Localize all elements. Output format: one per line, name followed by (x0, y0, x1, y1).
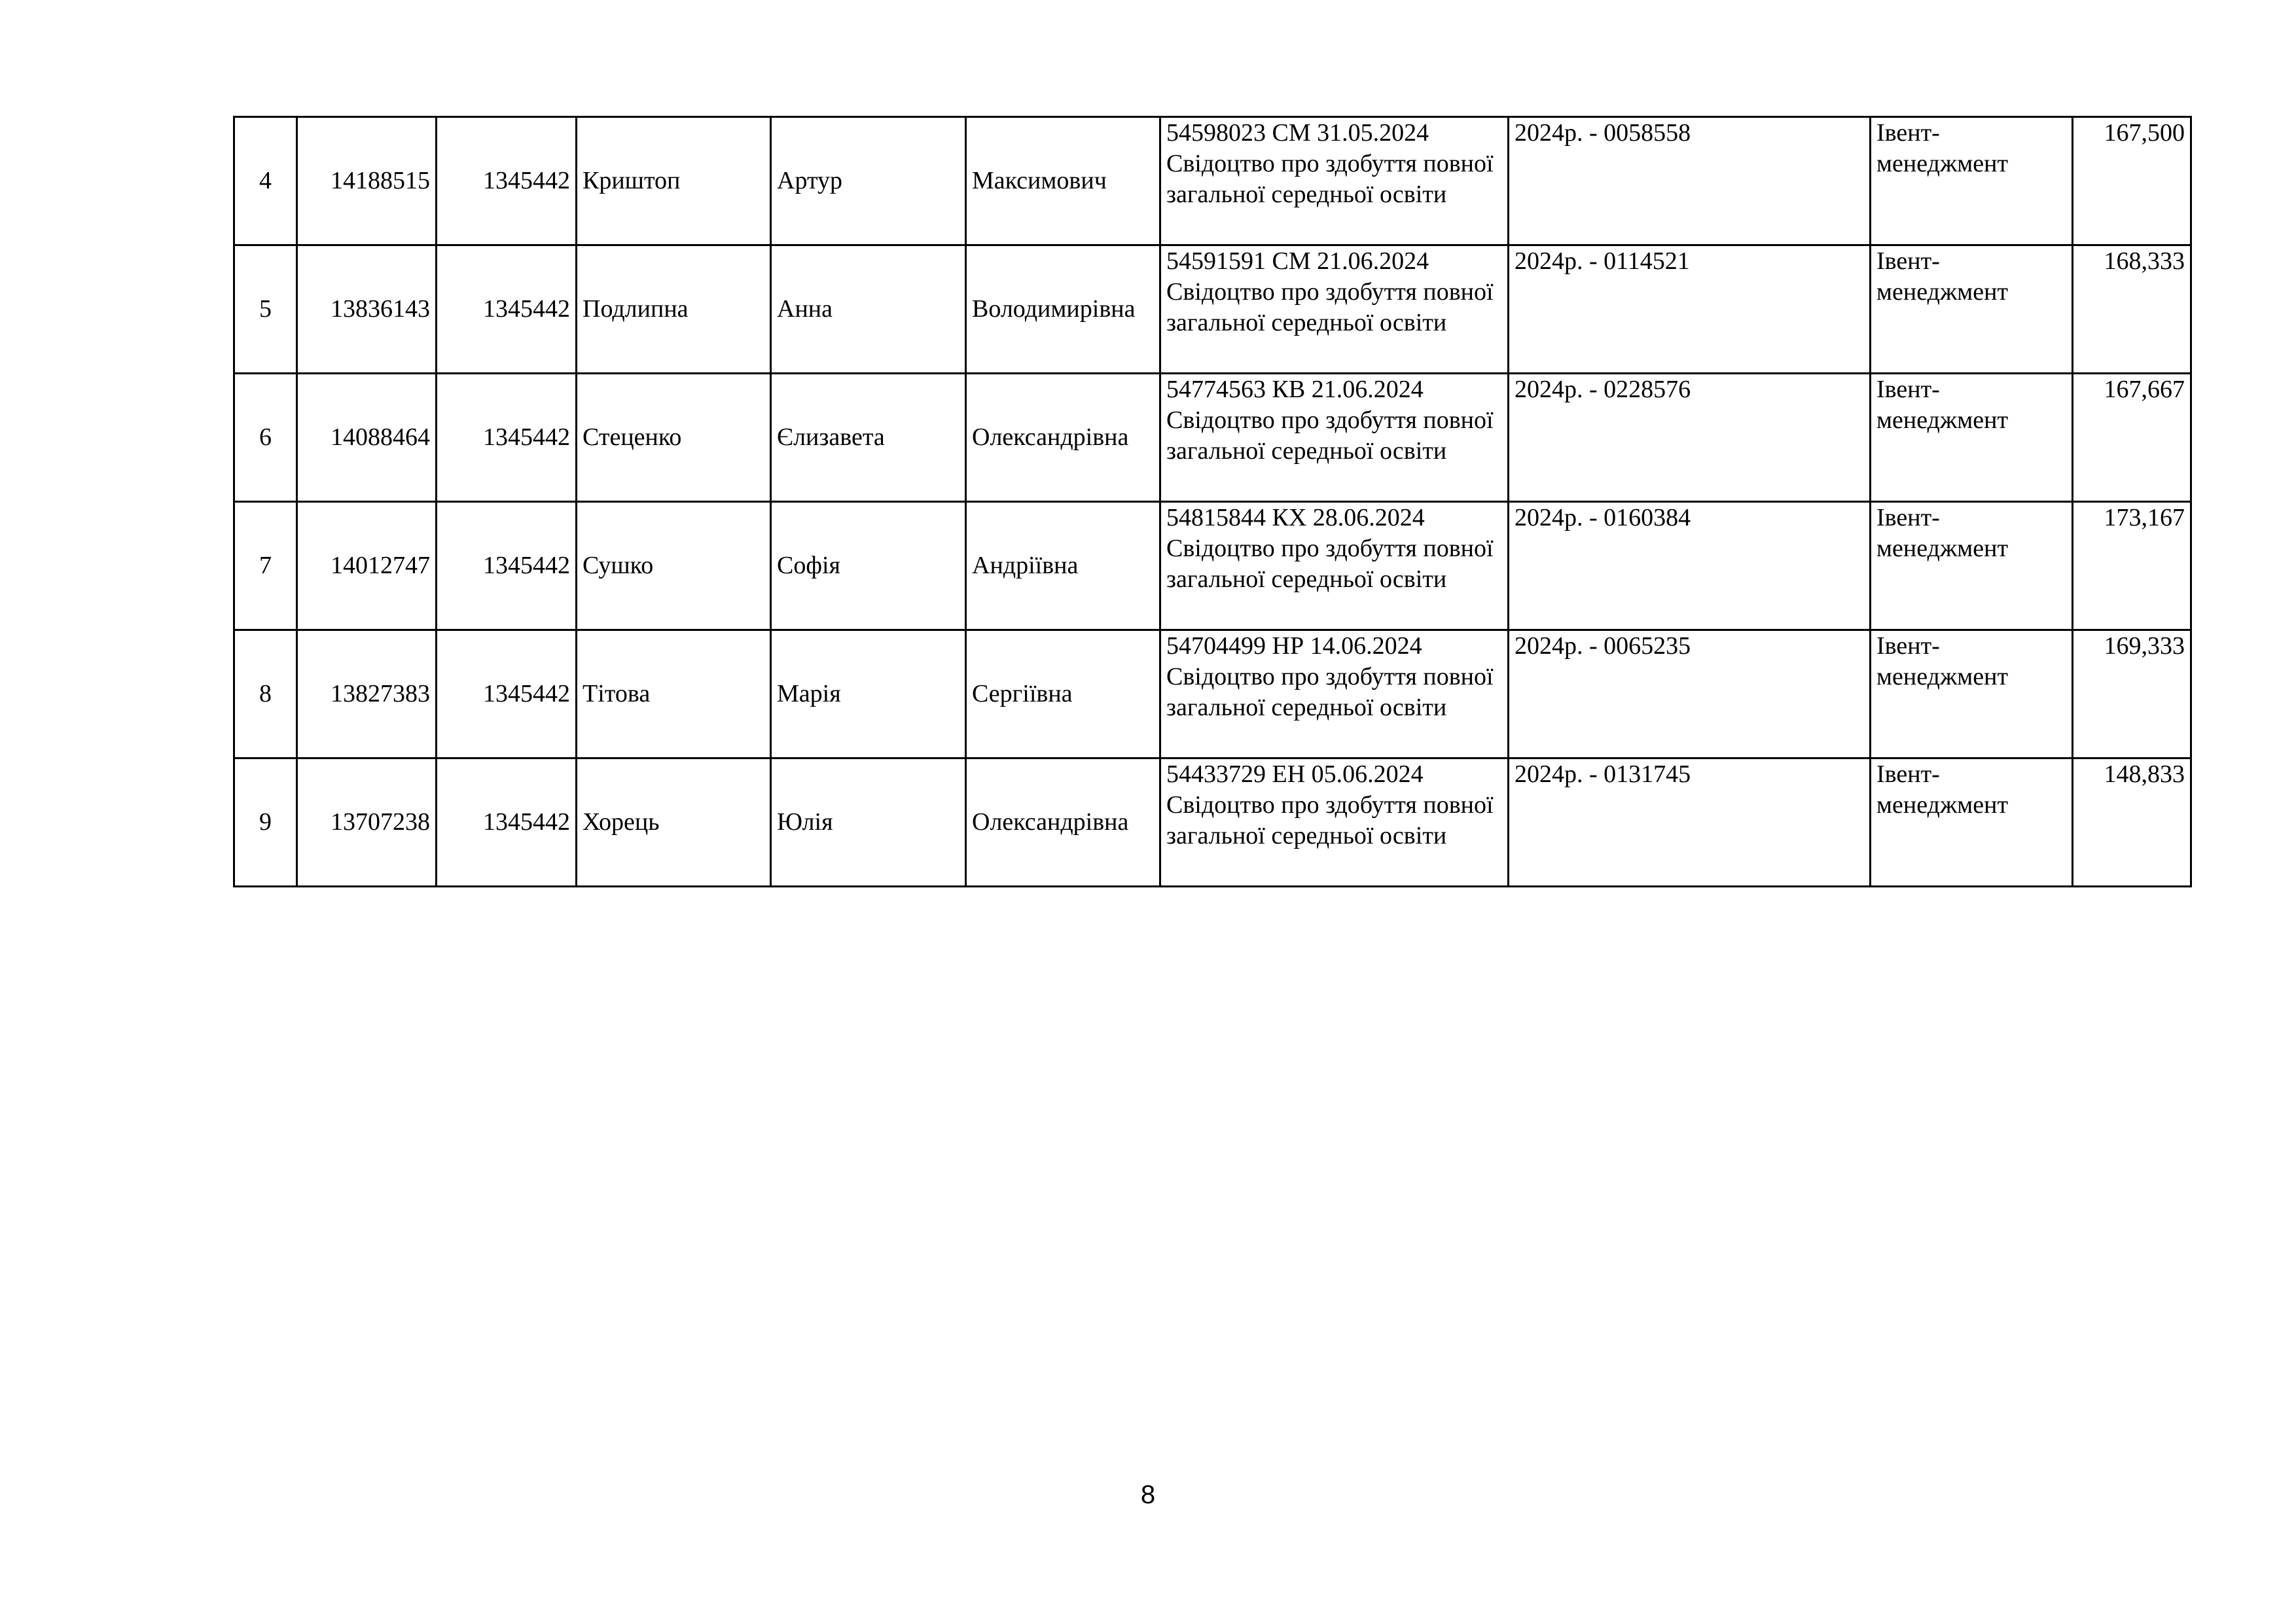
certificate-cell (1160, 374, 1509, 502)
year-number-cell: 2024р. - 0058558 (1509, 117, 1871, 245)
specialty-cell: Івент-менеджмент (1871, 374, 2073, 502)
patronymic-cell: Олександрівна (966, 758, 1160, 887)
patronymic-cell: Андріївна (966, 502, 1160, 630)
specialty-cell: Івент-менеджмент (1871, 245, 2073, 374)
first-name-cell: Анна (771, 245, 966, 374)
patronymic-cell: Володимирівна (966, 245, 1160, 374)
program-code-cell: 1345442 (437, 245, 577, 374)
applicant-id-cell: 14088464 (297, 374, 437, 502)
year-number-cell: 2024р. - 0131745 (1509, 758, 1871, 887)
row-number-cell: 6 (234, 374, 297, 502)
surname-cell: Сушко (577, 502, 771, 630)
score-cell: 148,833 (2073, 758, 2191, 887)
surname-cell: Тітова (577, 630, 771, 758)
surname-cell: Криштоп (577, 117, 771, 245)
certificate-document-type: Свідоцтво про здобуття повної загальної середньої освіти (1166, 150, 1494, 208)
table-row (234, 374, 2191, 502)
year-number-cell: 2024р. - 0228576 (1509, 374, 1871, 502)
certificate-document-type: Свідоцтво про здобуття повної загальної середньої освіти (1166, 535, 1494, 593)
certificate-number: 54704499 НР 14.06.2024 (1166, 632, 1422, 660)
row-number-cell: 4 (234, 117, 297, 245)
first-name-cell: Артур (771, 117, 966, 245)
certificate-cell (1160, 245, 1509, 374)
program-code-cell: 1345442 (437, 758, 577, 887)
row-number-cell: 9 (234, 758, 297, 887)
certificate-cell (1160, 502, 1509, 630)
table-body (234, 117, 2191, 887)
surname-cell: Стеценко (577, 374, 771, 502)
score-cell: 169,333 (2073, 630, 2191, 758)
certificate-number: 54598023 СМ 31.05.2024 (1166, 119, 1429, 147)
certificate-cell (1160, 630, 1509, 758)
program-code-cell: 1345442 (437, 502, 577, 630)
patronymic-cell: Сергіївна (966, 630, 1160, 758)
first-name-cell: Єлизавета (771, 374, 966, 502)
specialty-cell: Івент-менеджмент (1871, 502, 2073, 630)
program-code-cell: 1345442 (437, 374, 577, 502)
surname-cell: Хорець (577, 758, 771, 887)
certificate-document-type: Свідоцтво про здобуття повної загальної середньої освіти (1166, 406, 1494, 465)
first-name-cell: Юлія (771, 758, 966, 887)
certificate-document-type: Свідоцтво про здобуття повної загальної середньої освіти (1166, 278, 1494, 336)
certificate-number: 54591591 СМ 21.06.2024 (1166, 247, 1429, 275)
applicant-id-cell: 13827383 (297, 630, 437, 758)
table-row (234, 758, 2191, 887)
certificate-number: 54774563 КВ 21.06.2024 (1166, 376, 1424, 403)
program-code-cell: 1345442 (437, 630, 577, 758)
year-number-cell: 2024р. - 0114521 (1509, 245, 1871, 374)
applicants-table (233, 116, 2192, 887)
score-cell: 168,333 (2073, 245, 2191, 374)
certificate-cell (1160, 117, 1509, 245)
surname-cell: Подлипна (577, 245, 771, 374)
year-number-cell: 2024р. - 0065235 (1509, 630, 1871, 758)
year-number-cell: 2024р. - 0160384 (1509, 502, 1871, 630)
specialty-cell: Івент-менеджмент (1871, 630, 2073, 758)
table-row (234, 630, 2191, 758)
certificate-document-type: Свідоцтво про здобуття повної загальної середньої освіти (1166, 663, 1494, 721)
applicant-id-cell: 13836143 (297, 245, 437, 374)
patronymic-cell: Максимович (966, 117, 1160, 245)
score-cell: 167,667 (2073, 374, 2191, 502)
row-number-cell: 5 (234, 245, 297, 374)
row-number-cell: 8 (234, 630, 297, 758)
certificate-document-type: Свідоцтво про здобуття повної загальної середньої освіти (1166, 791, 1494, 849)
score-cell: 173,167 (2073, 502, 2191, 630)
first-name-cell: Софія (771, 502, 966, 630)
patronymic-cell: Олександрівна (966, 374, 1160, 502)
applicant-id-cell: 13707238 (297, 758, 437, 887)
table-row (234, 117, 2191, 245)
score-cell: 167,500 (2073, 117, 2191, 245)
applicant-id-cell: 14012747 (297, 502, 437, 630)
table-row (234, 245, 2191, 374)
certificate-cell (1160, 758, 1509, 887)
certificate-number: 54433729 ЕН 05.06.2024 (1166, 760, 1424, 788)
page-number: 8 (1140, 1480, 1156, 1509)
table-row (234, 502, 2191, 630)
program-code-cell: 1345442 (437, 117, 577, 245)
first-name-cell: Марія (771, 630, 966, 758)
certificate-number: 54815844 КХ 28.06.2024 (1166, 504, 1425, 531)
row-number-cell: 7 (234, 502, 297, 630)
applicant-id-cell: 14188515 (297, 117, 437, 245)
specialty-cell: Івент-менеджмент (1871, 758, 2073, 887)
specialty-cell: Івент-менеджмент (1871, 117, 2073, 245)
